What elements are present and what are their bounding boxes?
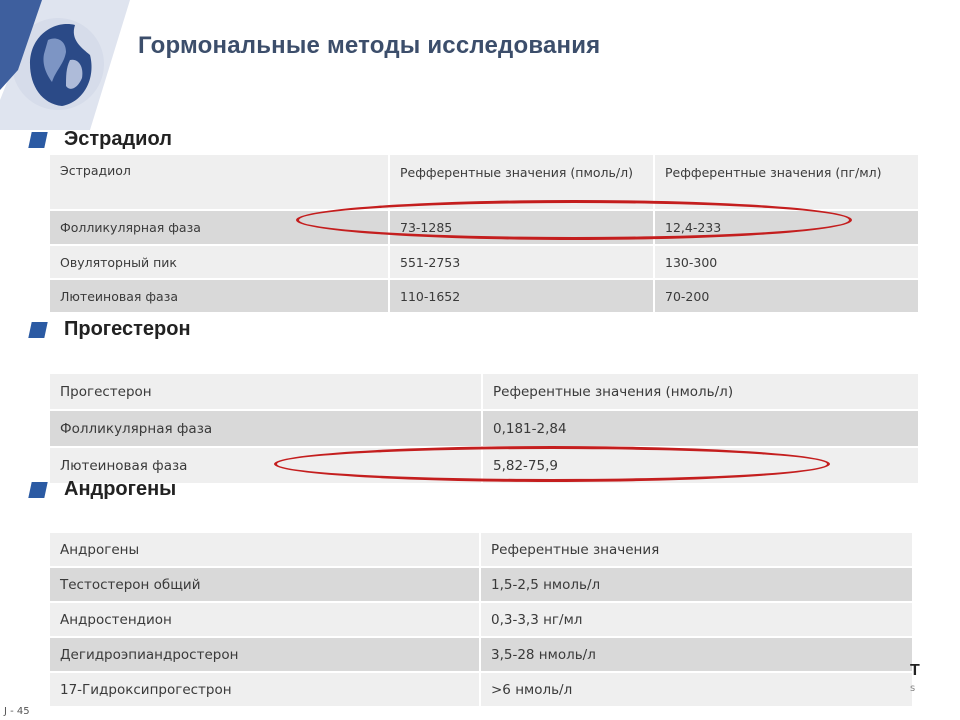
header-cell: Рефферентные значения (пг/мл) <box>655 155 918 211</box>
androgens-table <box>50 533 912 708</box>
header-cell: Референтные значения <box>481 533 912 568</box>
table-cell: Лютеиновая фаза <box>50 280 390 314</box>
table-cell: 3,5-28 нмоль/л <box>481 638 912 673</box>
estradiol-table <box>50 155 918 314</box>
section-heading-progesterone <box>30 318 191 341</box>
table-row <box>50 211 918 246</box>
header-cell: Рефферентные значения (пмоль/л) <box>390 155 655 211</box>
table-cell: 5,82-75,9 <box>483 448 918 485</box>
brand-fragment: T <box>910 662 920 679</box>
table-header-row <box>50 533 912 568</box>
table-cell: 0,181-2,84 <box>483 411 918 448</box>
table-cell: 0,3-3,3 нг/мл <box>481 603 912 638</box>
table-row <box>50 568 912 603</box>
table-row <box>50 280 918 314</box>
overlap-mask <box>50 448 918 486</box>
slide-number: J - 45 <box>4 706 30 717</box>
table-row <box>50 603 912 638</box>
table-row <box>50 638 912 673</box>
table-cell: Андростендион <box>50 603 481 638</box>
table-cell: >6 нмоль/л <box>481 673 912 708</box>
header-cell: Прогестерон <box>50 374 483 411</box>
table-cell: 17-Гидроксипрогестрон <box>50 673 481 708</box>
table-cell: 73-1285 <box>390 211 655 246</box>
table-cell: Овуляторный пик <box>50 246 390 280</box>
section-heading-estradiol <box>30 128 172 151</box>
page-title: Гормональные методы исследования <box>138 32 601 59</box>
table-cell: 551-2753 <box>390 246 655 280</box>
table-cell: 12,4-233 <box>655 211 918 246</box>
section-bullet-icon <box>28 482 47 498</box>
table-cell: 1,5-2,5 нмоль/л <box>481 568 912 603</box>
company-logo <box>0 0 130 130</box>
brand-sub-fragment: s <box>910 683 916 694</box>
header-cell: Референтные значения (нмоль/л) <box>483 374 918 411</box>
table-row <box>50 411 918 448</box>
table-cell: 70-200 <box>655 280 918 314</box>
table-cell: Лютеиновая фаза <box>50 448 483 485</box>
table-cell: Тестостерон общий <box>50 568 481 603</box>
section-label: Андрогены <box>64 478 177 500</box>
section-label: Эстрадиол <box>64 128 172 150</box>
table-header-row <box>50 374 918 411</box>
table-cell: 130-300 <box>655 246 918 280</box>
section-bullet-icon <box>28 132 47 148</box>
header-cell: Эстрадиол <box>50 155 390 211</box>
table-header-row <box>50 155 918 211</box>
table-row <box>50 246 918 280</box>
table-cell: 110-1652 <box>390 280 655 314</box>
table-cell: Фолликулярная фаза <box>50 411 483 448</box>
table-cell: Фолликулярная фаза <box>50 211 390 246</box>
table-cell: Дегидроэпиандростерон <box>50 638 481 673</box>
header-cell: Андрогены <box>50 533 481 568</box>
section-bullet-icon <box>28 322 47 338</box>
section-label: Прогестерон <box>64 318 191 340</box>
table-row <box>50 673 912 708</box>
